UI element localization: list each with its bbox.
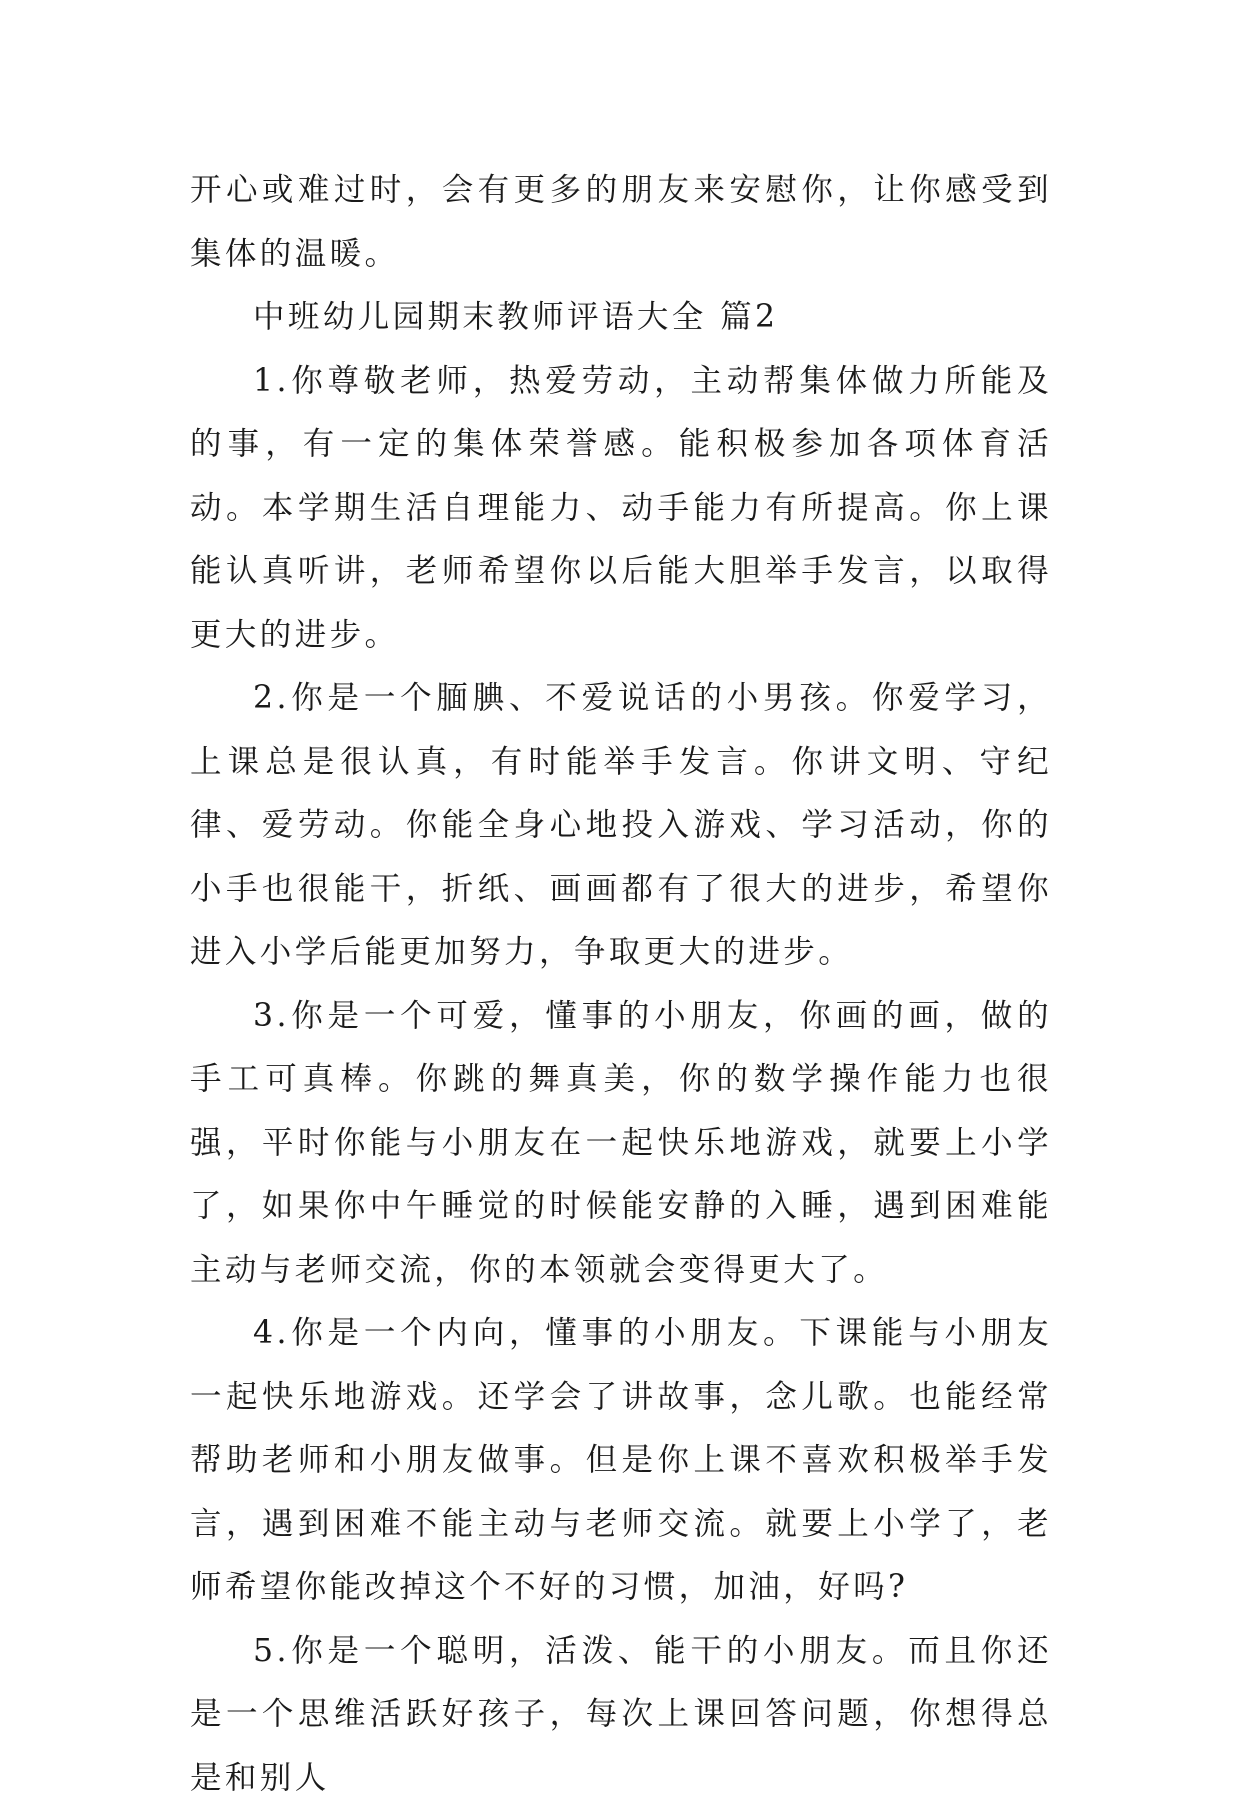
paragraph-item-1: 1.你尊敬老师，热爱劳动，主动帮集体做力所能及的事，有一定的集体荣誉感。能积极参加各项体育活动。本学期生活自理能力、动手能力有所提高。你上课能认真听讲，老师希望你以后能大胆举手发言，以取得更大的进步。 — [190, 350, 1052, 668]
paragraph-item-4: 4.你是一个内向，懂事的小朋友。下课能与小朋友一起快乐地游戏。还学会了讲故事，念儿歌。也能经常帮助老师和小朋友做事。但是你上课不喜欢积极举手发言，遇到困难不能主动与老师交流。就要上小学了，老师希望你能改掉这个不好的习惯，加油，好吗? — [190, 1302, 1052, 1620]
document-body — [190, 159, 1052, 1810]
paragraph-item-3: 3.你是一个可爱，懂事的小朋友，你画的画，做的手工可真棒。你跳的舞真美，你的数学操作能力也很强，平时你能与小朋友在一起快乐地游戏，就要上小学了，如果你中午睡觉的时候能安静的入睡，遇到困难能主动与老师交流，你的本领就会变得更大了。 — [190, 985, 1052, 1303]
paragraph-item-5: 5.你是一个聪明，活泼、能干的小朋友。而且你还是一个思维活跃好孩子，每次上课回答问题，你想得总是和别人 — [190, 1620, 1052, 1810]
section-heading: 中班幼儿园期末教师评语大全 篇2 — [190, 286, 1052, 350]
paragraph-item-2: 2.你是一个腼腆、不爱说话的小男孩。你爱学习，上课总是很认真，有时能举手发言。你讲文明、守纪律、爱劳动。你能全身心地投入游戏、学习活动，你的小手也很能干，折纸、画画都有了很大的进步，希望你进入小学后能更加努力，争取更大的进步。 — [190, 667, 1052, 985]
paragraph-continuation: 开心或难过时，会有更多的朋友来安慰你，让你感受到集体的温暖。 — [190, 159, 1052, 286]
